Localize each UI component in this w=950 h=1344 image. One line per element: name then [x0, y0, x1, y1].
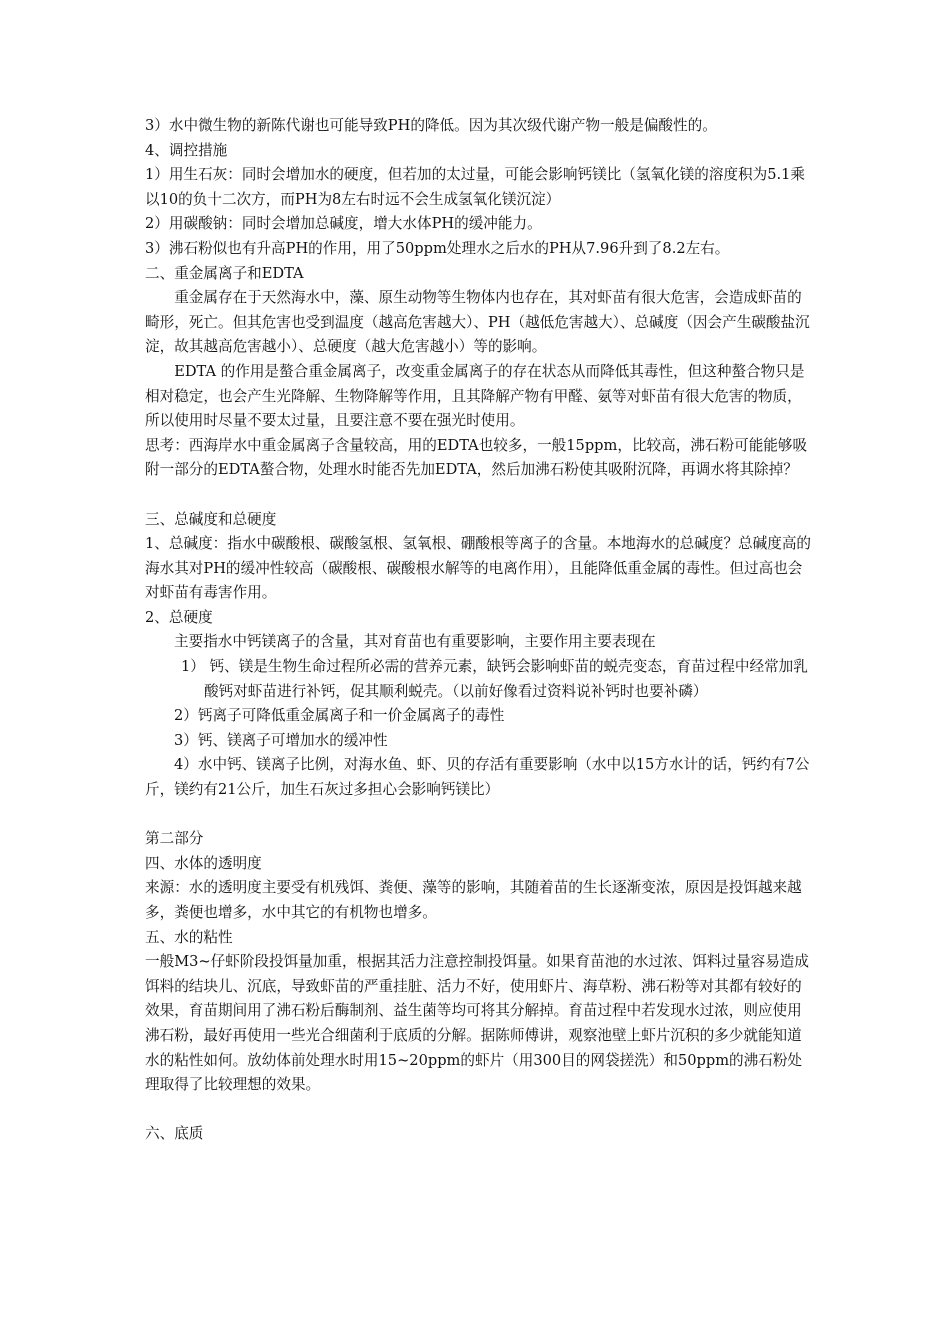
alkalinity-paragraph: 1、总碱度：指水中碳酸根、碳酸氢根、氢氧根、硼酸根等离子的含量。本地海水的总碱度？总碱度高的海水其对PH的缓冲性较高（碳酸根、碳酸根水解等的电离作用），且能降低重金属的毒性。但过高也会对虾苗有毒害作用。: [145, 535, 812, 602]
viscosity-paragraph: 一般M3~仔虾阶段投饵量加重，根据其活力注意控制投饵量。如果育苗池的水过浓、饵料过量容易造成饵料的结块儿、沉底，导致虾苗的严重挂脏、活力不好，使用虾片、海草粉、沸石粉等对其都有较好的效果，育苗期间用了沸石粉后酶制剂、益生菌等均可将其分解掉。育苗过程中若发现水过浓，则应使用沸石粉，最好再使用一些光合细菌利于底质的分解。据陈师傅讲，观察池壁上虾片沉积的多少就能知道水的粘性如何。放幼体前处理水时用15~20ppm的虾片（用300目的网袋搓洗）和50ppm的沸石粉处理取得了比较理想的效果。: [145, 953, 809, 1094]
heading-transparency: 四、水体的透明度: [145, 854, 262, 872]
transparency-paragraph: 来源：水的透明度主要受有机残饵、粪便、藻等的影响，其随着苗的生长逐渐变浓，原因是投饵越来越多，粪便也增多，水中其它的有机物也增多。: [145, 879, 802, 921]
hardness-item-2: 2）钙离子可降低重金属离子和一价金属离子的毒性: [174, 707, 505, 725]
heavy-metal-paragraph: 重金属存在于天然海水中，藻、原生动物等生物体内也存在，其对虾苗有很大危害，会造成虾苗的畸形，死亡。但其危害也受到温度（越高危害越大）、PH（越低危害越大）、总碱度（因会产生碳酸盐沉淀，故其越高危害越小）、总硬度（越大危害越小）等的影响。: [145, 289, 810, 356]
heading-substrate: 六、底质: [145, 1125, 204, 1143]
ph-cause-microbes: 3）水中微生物的新陈代谢也可能导致PH的降低。因为其次级代谢产物一般是偏酸性的。: [145, 117, 717, 134]
heading-heavy-metals: 二、重金属离子和EDTA: [145, 264, 304, 282]
hardness-item-1: 1） 钙、镁是生物生命过程所必需的营养元素，缺钙会影响虾苗的蜕壳变态，育苗过程中经常加乳酸钙对虾苗进行补钙，促其顺利蜕壳。（以前好像看过资料说补钙时也要补磷）: [181, 658, 808, 700]
hardness-item-3: 3）钙、镁离子可增加水的缓冲性: [174, 731, 388, 749]
heading-total-hardness: 2、总硬度: [145, 608, 213, 626]
heading-viscosity: 五、水的粘性: [145, 928, 233, 946]
hardness-intro: 主要指水中钙镁离子的含量，其对育苗也有重要影响，主要作用主要表现在: [174, 633, 656, 651]
heading-alkalinity-hardness: 三、总碱度和总硬度: [145, 510, 277, 528]
blank-line: [145, 483, 815, 508]
hardness-item-4: 4）水中钙、镁离子比例，对海水鱼、虾、贝的存活有重要影响（水中以15方水计的话，钙约有7公斤，镁约有21公斤，加生石灰过多担心会影响钙镁比）: [145, 756, 810, 799]
control-sodium-carbonate: 2）用碳酸钠：同时会增加总碱度，增大水体PH的缓冲能力。: [145, 215, 542, 233]
edta-paragraph: EDTA 的作用是螯合重金属离子，改变重金属离子的存在状态从而降低其毒性，但这种螯合物只是相对稳定，也会产生光降解、生物降解等作用，且其降解产物有甲醛、氨等对虾苗有很大危害的物质，所以使用时尽量不要太过量，且要注意不要在强光时使用。: [145, 362, 805, 430]
blank-line: [145, 803, 815, 828]
control-quicklime: 1）用生石灰：同时会增加水的硬度，但若加的太过量，可能会影响钙镁比（氢氧化镁的溶度积为5.1乘以10的负十二次方，而PH为8左右时远不会生成氢氧化镁沉淀）: [145, 166, 806, 208]
heading-control-measures: 4、调控措施: [145, 141, 228, 159]
thinking-note: 思考：西海岸水中重金属离子含量较高，用的EDTA也较多，一般15ppm，比较高，沸石粉可能能够吸附一部分的EDTA螯合物，处理水时能否先加EDTA，然后加沸石粉使其吸附沉降，再调水将其除掉？: [145, 436, 808, 479]
document-body: [145, 114, 815, 1147]
control-zeolite: 3）沸石粉似也有升高PH的作用，用了50ppm处理水之后水的PH从7.96升到了8.2左右。: [145, 239, 730, 257]
part-two-title: 第二部分: [145, 830, 204, 848]
blank-line: [145, 1098, 815, 1123]
